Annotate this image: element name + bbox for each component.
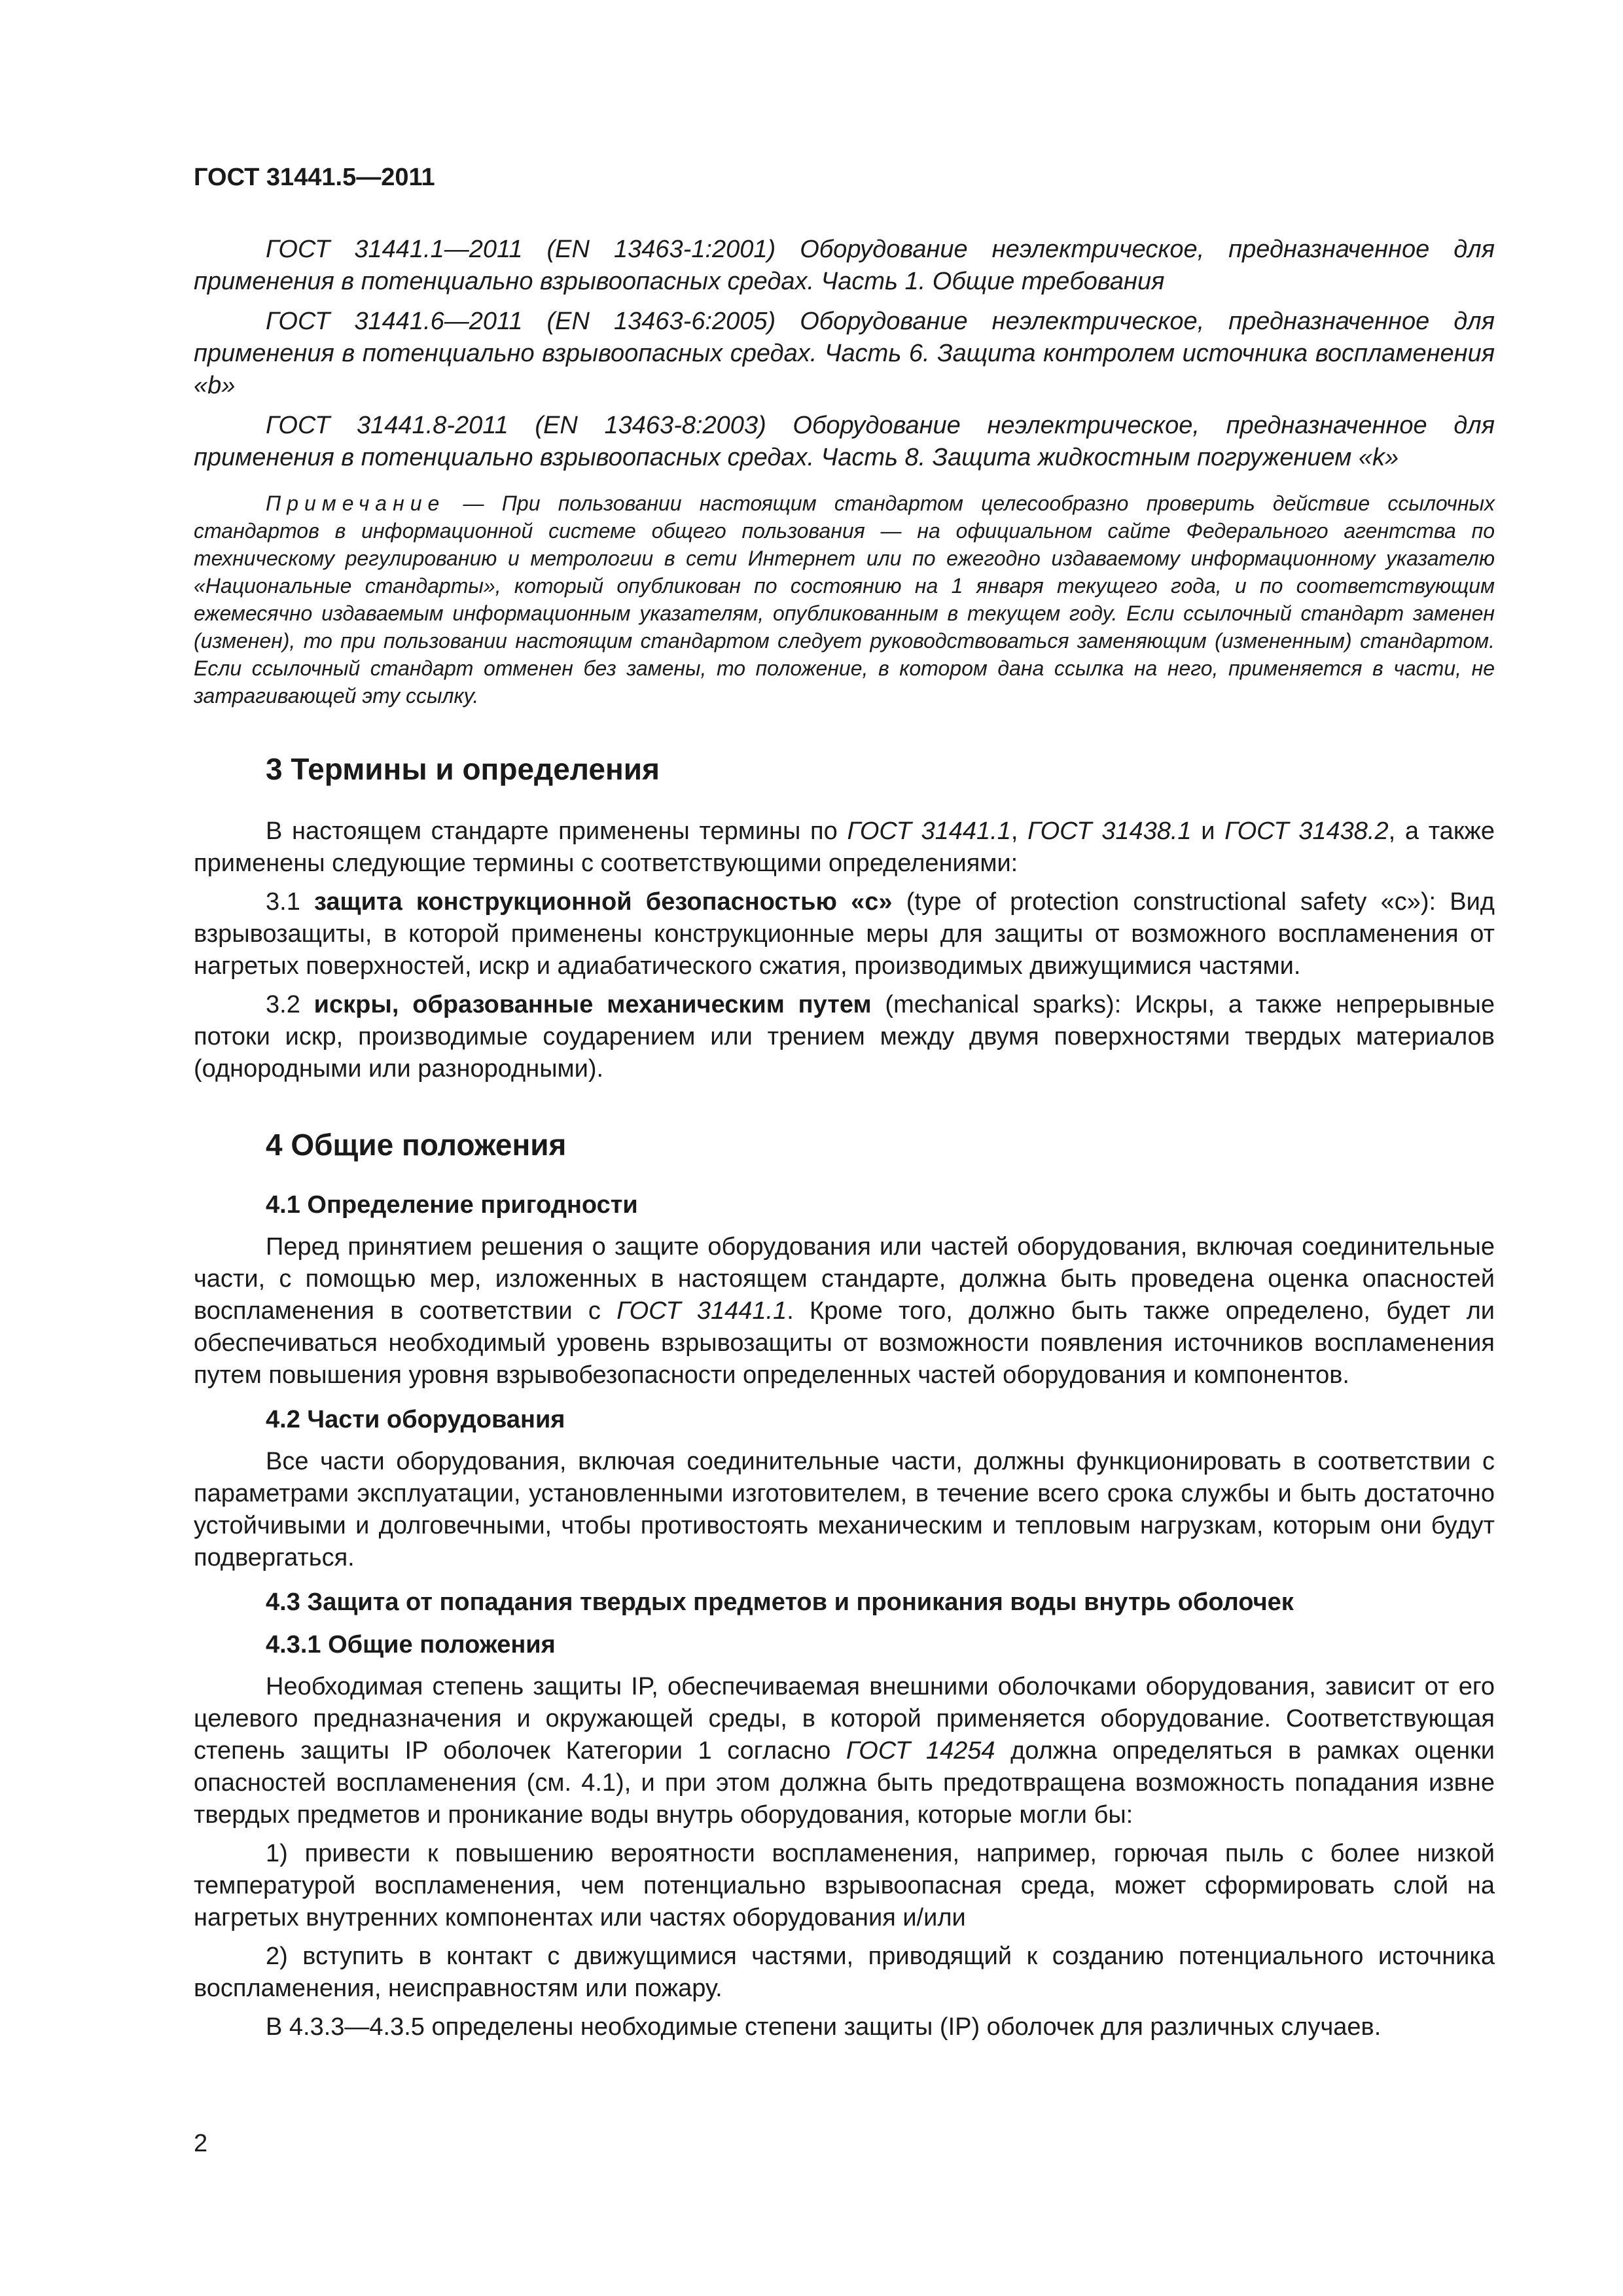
standard-header: ГОСТ 31441.5—2011 <box>194 164 435 191</box>
subsection-4-2-text: Все части оборудования, включая соединительные части, должны функционировать в соответствии с параметрами эксплуатации, установленными изготовителем, в течение всего срока службы и быть достаточно устойчивыми и долговечными, чтобы противостоять механическим и тепловым нагрузкам, которым они будут подвергаться. <box>194 1448 1495 1571</box>
term-number: 3.1 <box>266 888 315 916</box>
text-run: В настоящем стандарте применены термины по <box>266 817 847 845</box>
subsection-4-3-1-heading: 4.3.1 Общие положения <box>266 1631 556 1659</box>
reference-item: ГОСТ 31441.1—2011 (EN 13463-1:2001) Оборудование неэлектрическое, предназначенное для применения в потенциально взрывоопасных средах. Часть 1. Общие требования <box>194 236 1495 295</box>
subsection-4-1-heading: 4.1 Определение пригодности <box>266 1191 638 1219</box>
reference-link: ГОСТ 31441.1 <box>847 817 1011 845</box>
subsection-4-2-heading: 4.2 Части оборудования <box>266 1406 565 1433</box>
text-run: Необходимая степень защиты IP, обеспечиваемая внешними оболочками оборудования, зависит от его целевого предназначения и окружающей среды, в которой применяется оборудование. Соответствующая степень защиты IP оболочек Категории 1 согласно <box>194 1673 1495 1765</box>
text-run: Перед принятием решения о защите оборудования или частей оборудования, включая соединительные части, с помощью мер, изложенных в настоящем стандарте, должна быть проведена оценка опасностей воспламенения в соответствии с <box>194 1233 1495 1325</box>
document-page <box>194 164 1495 2043</box>
term-number: 3.2 <box>266 991 314 1018</box>
term-3-1 <box>194 886 1495 982</box>
subsection-4-3-1-text <box>194 1671 1495 1831</box>
text-run: , а также применены следующие термины с соответствующими определениями: <box>194 817 1495 877</box>
reference-link: ГОСТ 31438.2 <box>1224 817 1389 845</box>
term-3-2 <box>194 989 1495 1085</box>
text-run: . Кроме того, должно быть также определено, будет ли обеспечиваться необходимый уровень взрывозащиты от возможности появления источников воспламенения путем повышения уровня взрывобезопасности определенных частей оборудования и компонентов. <box>194 1297 1495 1389</box>
term-name: защита конструкционной безопасностью «с» <box>314 888 893 916</box>
reference-link: ГОСТ 31438.1 <box>1027 817 1192 845</box>
term-definition: (mechanical sparks): Искры, а также непрерывные потоки искр, производимые соударением или трением между двумя поверхностями твердых материалов (однородными или разнородными). <box>194 991 1495 1083</box>
reference-link: ГОСТ 14254 <box>846 1737 995 1765</box>
list-item: 1) привести к повышению вероятности воспламенения, например, горючая пыль с более низкой температурой воспламенения, чем потенциально взрывоопасная среда, может сформировать слой на нагретых внутренних компонентах или частях оборудования и/или <box>194 1840 1495 1931</box>
section-3-intro <box>194 816 1495 880</box>
subsection-4-1-text <box>194 1231 1495 1391</box>
subsection-4-3-closing: В 4.3.3—4.3.5 определены необходимые степени защиты (IP) оболочек для различных случаев. <box>266 2013 1382 2041</box>
term-definition: (type of protection constructional safety «с»): Вид взрывозащиты, в которой применены конструкционные меры для защиты от возможного воспламенения от нагретых поверхностей, искр и адиабатического сжатия, производимых движущимися частями. <box>194 888 1495 980</box>
list-item: 2) вступить в контакт с движущимися частями, приводящий к созданию потенциального источника воспламенения, неисправностям или пожару. <box>194 1943 1495 2002</box>
normative-references <box>194 234 1495 474</box>
reference-link: ГОСТ 31441.1 <box>616 1297 787 1325</box>
text-run: должна определяться в рамках оценки опасностей воспламенения (см. 4.1), и при этом должна быть предотвращена возможность попадания извне твердых предметов и проникание воды внутрь оборудования, которые могли бы: <box>194 1737 1495 1829</box>
note-label: Примечание <box>266 492 446 515</box>
page-number: 2 <box>194 2130 208 2157</box>
reference-item: ГОСТ 31441.6—2011 (EN 13463-6:2005) Оборудование неэлектрическое, предназначенное для применения в потенциально взрывоопасных средах. Часть 6. Защита контролем источника воспламенения «b» <box>194 308 1495 399</box>
reference-item: ГОСТ 31441.8-2011 (EN 13463-8:2003) Оборудование неэлектрическое, предназначенное для применения в потенциально взрывоопасных средах. Часть 8. Защита жидкостным погружением «k» <box>194 412 1495 471</box>
section-3-heading: 3 Термины и определения <box>266 752 660 786</box>
note-text: — При пользовании настоящим стандартом целесообразно проверить действие ссылочных стандартов в информационной системе общего пользования — на официальном сайте Федерального агентства по техническому регулированию и метрологии в сети Интернет или по ежегодно издаваемому информационному указателю «Национальные стандарты», который опубликован по состоянию на 1 января текущего года, и по соответствующим ежемесячно издаваемым информационным указателям, опубликованным в текущем году. Если ссылочный стандарт заменен (изменен), то при пользовании настоящим стандартом следует руководствоваться заменяющим (измененным) стандартом. Если ссылочный стандарт отменен без замены, то положение, в котором дана ссылка на него, применяется в части, не затрагивающей эту ссылку. <box>194 492 1495 708</box>
term-name: искры, образованные механическим путем <box>313 991 872 1018</box>
text-run: , <box>1010 817 1028 845</box>
text-run: и <box>1191 817 1225 845</box>
subsection-4-3-heading: 4.3 Защита от попадания твердых предметов и проникания воды внутрь оболочек <box>266 1588 1294 1616</box>
note-block <box>194 490 1495 709</box>
section-4-heading: 4 Общие положения <box>266 1128 567 1162</box>
